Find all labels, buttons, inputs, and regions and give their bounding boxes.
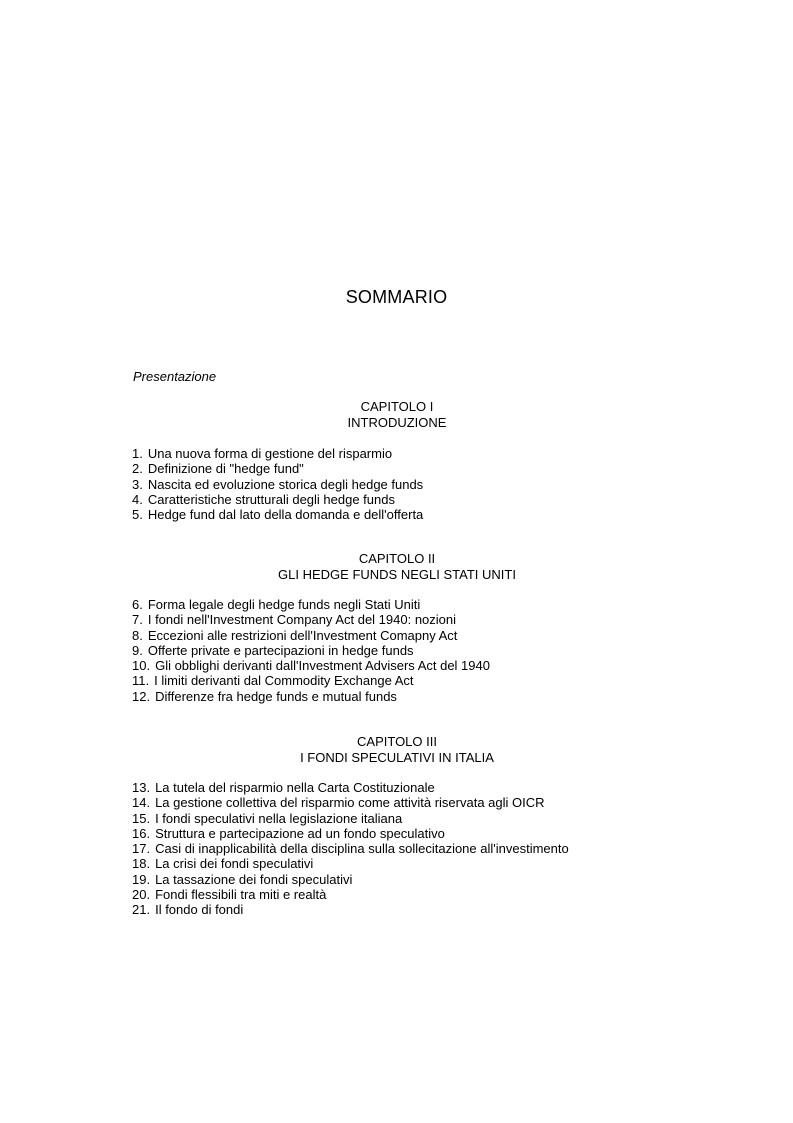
chapter-3-label: CAPITOLO III	[357, 734, 437, 749]
page-title: SOMMARIO	[345, 287, 448, 307]
toc-item: 18. La crisi dei fondi speculativi	[132, 856, 314, 872]
toc-item: 10. Gli obblighi derivanti dall'Investment Advisers Act del 1940	[132, 658, 490, 674]
toc-item: 20. Fondi flessibili tra miti e realtà	[132, 887, 327, 903]
toc-item: 3. Nascita ed evoluzione storica degli hedge funds	[132, 476, 424, 492]
toc-item: 5. Hedge fund dal lato della domanda e dell'offerta	[132, 507, 424, 523]
chapter-3-toc	[132, 780, 569, 918]
chapter-1-toc	[132, 446, 423, 522]
chapter-2-heading	[132, 551, 662, 582]
toc-item: 1. Una nuova forma di gestione del risparmio	[132, 446, 393, 461]
chapter-2-title: GLI HEDGE FUNDS NEGLI STATI UNITI	[278, 566, 516, 582]
toc-item: 13. La tutela del risparmio nella Carta Costituzionale	[132, 780, 435, 795]
toc-item: 2. Definizione di "hedge fund"	[132, 461, 304, 477]
toc-item: 6. Forma legale degli hedge funds negli Stati Uniti	[132, 597, 421, 612]
toc-item: 14. La gestione collettiva del risparmio come attività riservata agli OICR	[132, 795, 545, 811]
toc-item: 16. Struttura e partecipazione ad un fondo speculativo	[132, 825, 445, 841]
toc-item: 19. La tassazione dei fondi speculativi	[132, 871, 353, 887]
chapter-3-title: I FONDI SPECULATIVI IN ITALIA	[300, 749, 494, 765]
toc-item: 4. Caratteristiche strutturali degli hedge funds	[132, 491, 395, 507]
toc-item: 17. Casi di inapplicabilità della disciplina sulla sollecitazione all'investimento	[132, 841, 569, 857]
toc-item: 11. I limiti derivanti dal Commodity Exchange Act	[132, 673, 414, 689]
chapter-1-heading	[132, 399, 662, 430]
toc-item: 7. I fondi nell'Investment Company Act del 1940: nozioni	[132, 612, 457, 628]
toc-item: 15. I fondi speculativi nella legislazione italiana	[132, 810, 403, 826]
chapter-3-heading	[132, 734, 662, 765]
toc-item: 8. Eccezioni alle restrizioni dell'Investment Comapny Act	[132, 627, 458, 643]
chapter-2-label: CAPITOLO II	[358, 551, 436, 566]
chapter-1-label: CAPITOLO I	[360, 399, 434, 414]
toc-item: 21. Il fondo di fondi	[132, 902, 244, 918]
chapter-2-toc	[132, 597, 490, 704]
toc-item: 9. Offerte private e partecipazioni in hedge funds	[132, 642, 414, 658]
presentation-entry: Presentazione	[133, 369, 217, 384]
toc-item: 12. Differenze fra hedge funds e mutual funds	[132, 688, 397, 704]
chapter-1-title: INTRODUZIONE	[347, 414, 447, 430]
